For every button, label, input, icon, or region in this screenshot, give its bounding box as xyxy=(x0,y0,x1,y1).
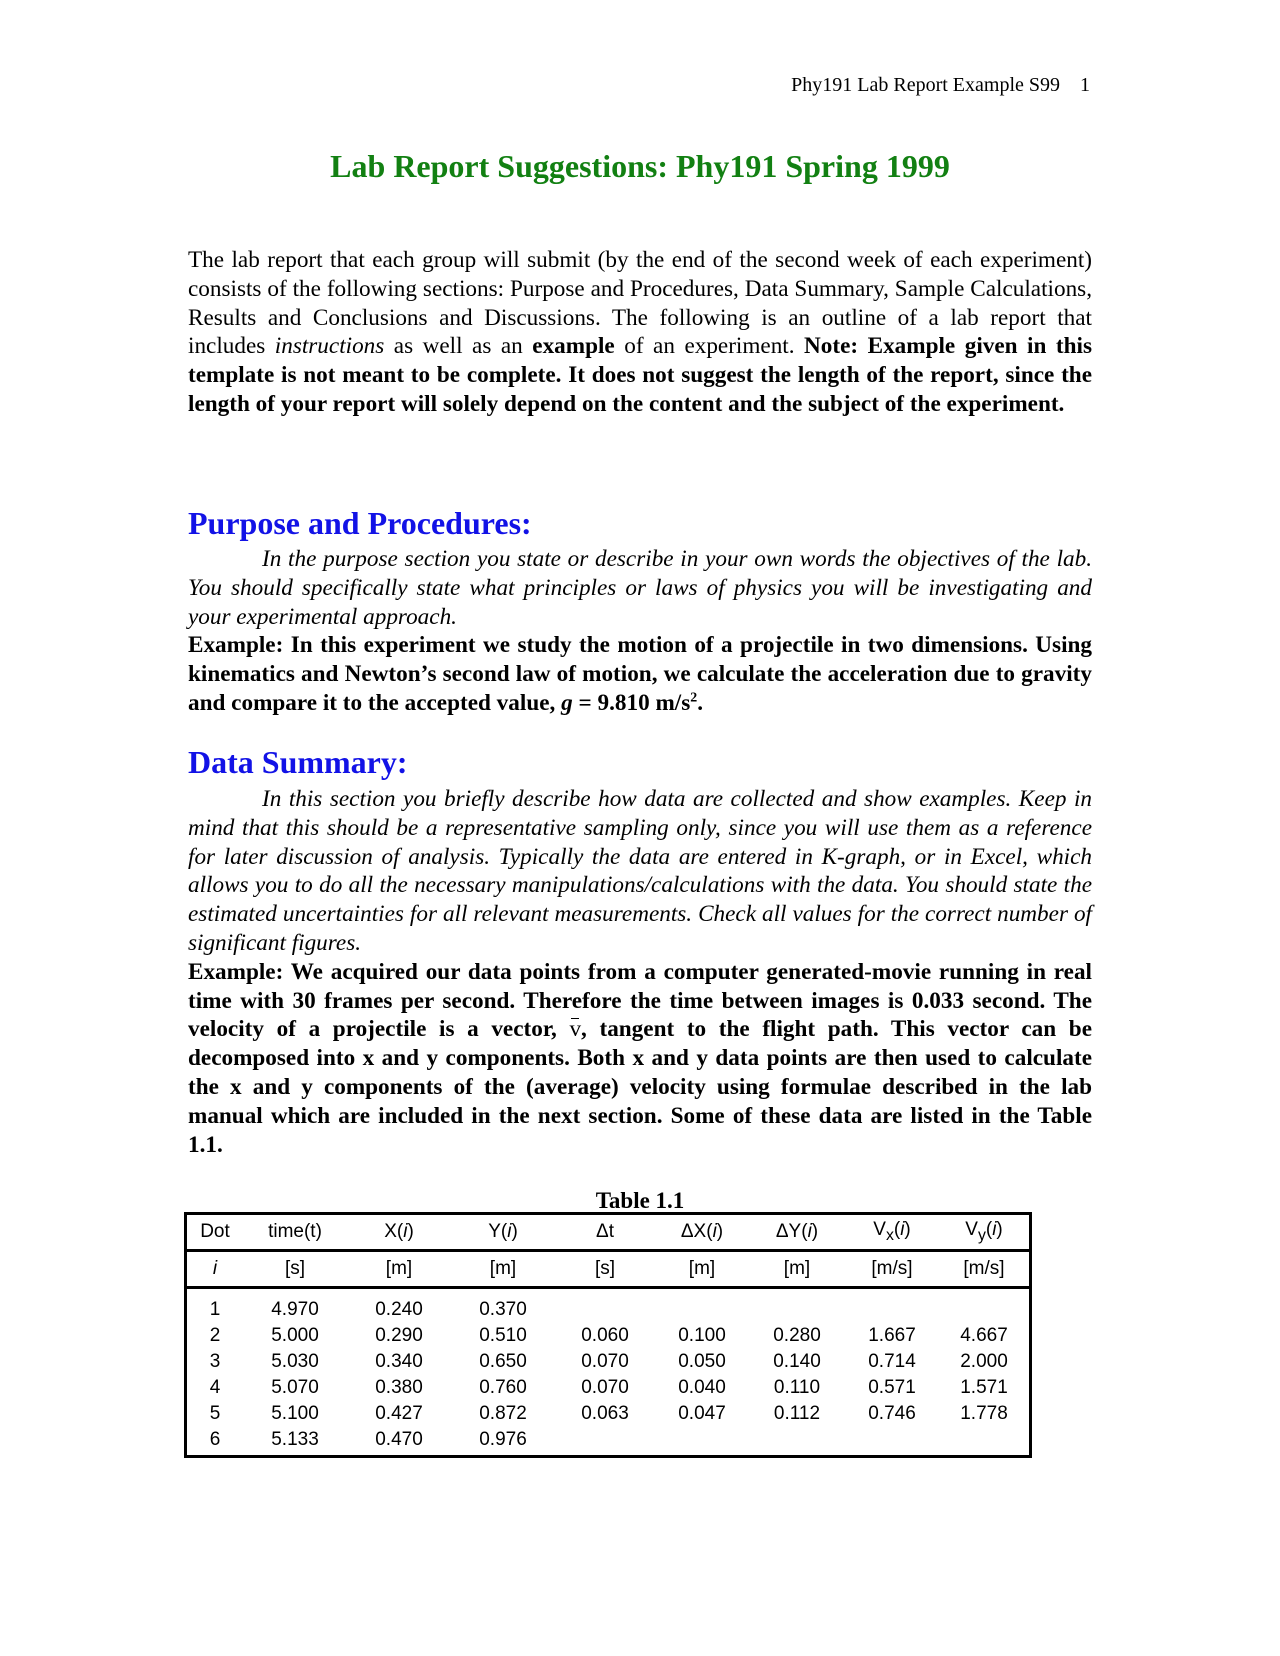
table-cell: 0.976 xyxy=(479,1429,527,1450)
table-cell: 0.280 xyxy=(773,1325,821,1346)
table-cell: 0.140 xyxy=(773,1351,821,1372)
table-cell: 5.030 xyxy=(271,1351,319,1372)
table-cell xyxy=(555,1297,655,1323)
table-cell: 0.050 xyxy=(678,1351,726,1372)
table-cell: 0.370 xyxy=(479,1299,527,1320)
table-cell: 5.000 xyxy=(271,1325,319,1346)
table-cell: 0.746 xyxy=(868,1403,916,1424)
table-cell xyxy=(939,1427,1029,1453)
table-cell: 0.070 xyxy=(581,1351,629,1372)
table-row xyxy=(187,1297,1029,1323)
table-cell xyxy=(555,1427,655,1453)
table-unit-cell: i xyxy=(187,1251,243,1288)
table-header-cell: Δt xyxy=(555,1215,655,1251)
table-header-cell: $V_x(i)$ xyxy=(845,1215,939,1251)
table-cell: 0.070 xyxy=(581,1377,629,1398)
g-symbol: g xyxy=(561,689,573,716)
table-cell: 6 xyxy=(209,1429,221,1450)
purpose-instruction xyxy=(188,545,1092,631)
intro-text: The lab report that each group will submit (by the end of the second week of each experiment) consists of the following sections: Purpose and Procedures, Data Summary, Sample Calculations, Results and Conclusions and Discussions. The following is an outline of a lab report that includes xyxy=(188,247,1092,360)
table-cell: 5.070 xyxy=(271,1377,319,1398)
table-caption: Table 1.1 xyxy=(595,1188,685,1213)
table-header-cell: $V_y(i)$ xyxy=(939,1215,1029,1251)
data-summary-example-text: , tangent to the flight path. This vector can be decomposed into x and y components. Both x and y data points are then used to calculate the x and y components of the (average) velocity using formulae described in the lab manual which are included in the next section. Some of these data are listed in the Table 1.1. xyxy=(188,1016,1092,1158)
table-cell: 2 xyxy=(209,1325,221,1346)
table-cell xyxy=(845,1297,939,1323)
data-summary-instruction-text: In this section you briefly describe how data are collected and show examples. Keep in mind that this should be a representative sampling only, since you will use them as a reference for later discussion of analysis. Typically the data are entered in K-graph, or in Excel, which allows you to do all the necessary manipulations/calculations with the data. You should state the estimated uncertainties for all relevant measurements. Check all values for the correct number of significant figures. xyxy=(188,786,1092,956)
table-cell: 1.667 xyxy=(868,1325,916,1346)
table-cell: 0.047 xyxy=(678,1403,726,1424)
intro-text: as well as an xyxy=(384,333,533,360)
table-cell: 4.970 xyxy=(271,1299,319,1320)
table-header-cell: Y(i) xyxy=(451,1215,555,1251)
purpose-example-text: Example: In this experiment we study the motion of a projectile in two dimensions. Using kinematics and Newton’s second law of motion, we calculate the acceleration due to gravity and compare it to the accepted value, xyxy=(188,632,1092,716)
table-unit-cell: [s] xyxy=(243,1251,347,1288)
table-cell xyxy=(939,1297,1029,1323)
table-cell: 0.290 xyxy=(375,1325,423,1346)
table-cell: 0.872 xyxy=(479,1403,527,1424)
table-cell: 5.133 xyxy=(271,1429,319,1450)
table-header-cell: ΔY(i) xyxy=(749,1215,845,1251)
purpose-example-end: . xyxy=(697,689,704,716)
table-cell: 1.778 xyxy=(960,1403,1008,1424)
table-cell: 0.110 xyxy=(773,1377,821,1398)
data-summary-instruction xyxy=(188,785,1092,958)
purpose-heading: Purpose and Procedures: xyxy=(188,505,532,541)
table-cell: 4 xyxy=(209,1377,221,1398)
table-cell: 0.112 xyxy=(773,1403,821,1424)
table-cell: 0.060 xyxy=(581,1325,629,1346)
table-unit-cell: [m] xyxy=(655,1251,749,1288)
table-row xyxy=(187,1375,1029,1401)
running-header xyxy=(791,74,1090,97)
table-cell: 0.340 xyxy=(375,1351,423,1372)
velocity-vector-symbol: v xyxy=(569,1016,582,1043)
table-unit-cell: [m] xyxy=(451,1251,555,1288)
intro-text: of an experiment. xyxy=(614,333,805,360)
table-header-cell: time(t) xyxy=(243,1215,347,1251)
table-cell: 0.100 xyxy=(678,1325,726,1346)
table-cell: 0.470 xyxy=(375,1429,423,1450)
table-cell: 0.714 xyxy=(868,1351,916,1372)
intro-example-word: example xyxy=(532,333,615,360)
data-summary-heading: Data Summary: xyxy=(188,744,408,780)
intro-paragraph xyxy=(188,246,1092,419)
data-summary-example xyxy=(188,958,1092,1160)
table-cell: 1.571 xyxy=(960,1377,1008,1398)
table-row xyxy=(187,1401,1029,1427)
table-cell: 1 xyxy=(209,1299,221,1320)
table-cell xyxy=(749,1427,845,1453)
page-number: 1 xyxy=(1080,74,1090,96)
table-units-row xyxy=(187,1251,1029,1288)
table-header-row xyxy=(187,1215,1029,1251)
running-title: Phy191 Lab Report Example S99 xyxy=(791,74,1060,96)
table-cell: 5 xyxy=(209,1403,221,1424)
table-cell: 5.100 xyxy=(271,1403,319,1424)
table-unit-cell: [m/s] xyxy=(845,1251,939,1288)
table-unit-cell: [m/s] xyxy=(939,1251,1029,1288)
table-cell xyxy=(845,1427,939,1453)
intro-instructions-word: instructions xyxy=(274,333,385,360)
table-unit-cell: [m] xyxy=(347,1251,451,1288)
table-cell xyxy=(655,1427,749,1453)
table-row xyxy=(187,1349,1029,1375)
purpose-example xyxy=(188,631,1092,717)
table-cell: 0.240 xyxy=(375,1299,423,1320)
g-value: = 9.810 m/s xyxy=(572,689,691,716)
table-cell: 0.063 xyxy=(581,1403,629,1424)
table-row xyxy=(187,1323,1029,1349)
table-unit-cell: [s] xyxy=(555,1251,655,1288)
table-row xyxy=(187,1427,1029,1453)
purpose-section xyxy=(188,545,1092,718)
intro-note: Note: Example given in this template is not meant to be complete. It does not suggest the length of the report, since the length of your report will solely depend on the content and the subject of the experiment. xyxy=(188,333,1092,417)
purpose-instruction-text: In the purpose section you state or describe in your own words the objectives of the lab. You should specifically state what principles or laws of physics you will be investigating and your experimental approach. xyxy=(188,546,1092,630)
data-summary-example-text: Example: We acquired our data points from a computer generated-movie running in real time with 30 frames per second. Therefore the time between images is 0.033 second. The velocity of a projectile is a vector, xyxy=(188,958,1092,1043)
table-header-cell: Dot xyxy=(187,1215,243,1251)
table-unit-cell: [m] xyxy=(749,1251,845,1288)
document-title: Lab Report Suggestions: Phy191 Spring 1999 xyxy=(330,148,950,184)
data-table xyxy=(184,1212,1032,1458)
data-summary-section xyxy=(188,785,1092,1159)
table-cell: 4.667 xyxy=(960,1325,1008,1346)
table-cell: 0.040 xyxy=(678,1377,726,1398)
table-cell xyxy=(749,1297,845,1323)
table-header-cell: ΔX(i) xyxy=(655,1215,749,1251)
table-cell xyxy=(655,1297,749,1323)
table-cell: 0.510 xyxy=(479,1325,527,1346)
table-cell: 3 xyxy=(209,1351,221,1372)
table-cell: 0.760 xyxy=(479,1377,527,1398)
table-cell: 0.380 xyxy=(375,1377,423,1398)
g-exponent: 2 xyxy=(690,690,698,706)
table-cell: 0.571 xyxy=(868,1377,916,1398)
table-cell: 0.427 xyxy=(375,1403,423,1424)
table-cell: 0.650 xyxy=(479,1351,527,1372)
table-cell: 2.000 xyxy=(960,1351,1008,1372)
table-header-cell: X(i) xyxy=(347,1215,451,1251)
